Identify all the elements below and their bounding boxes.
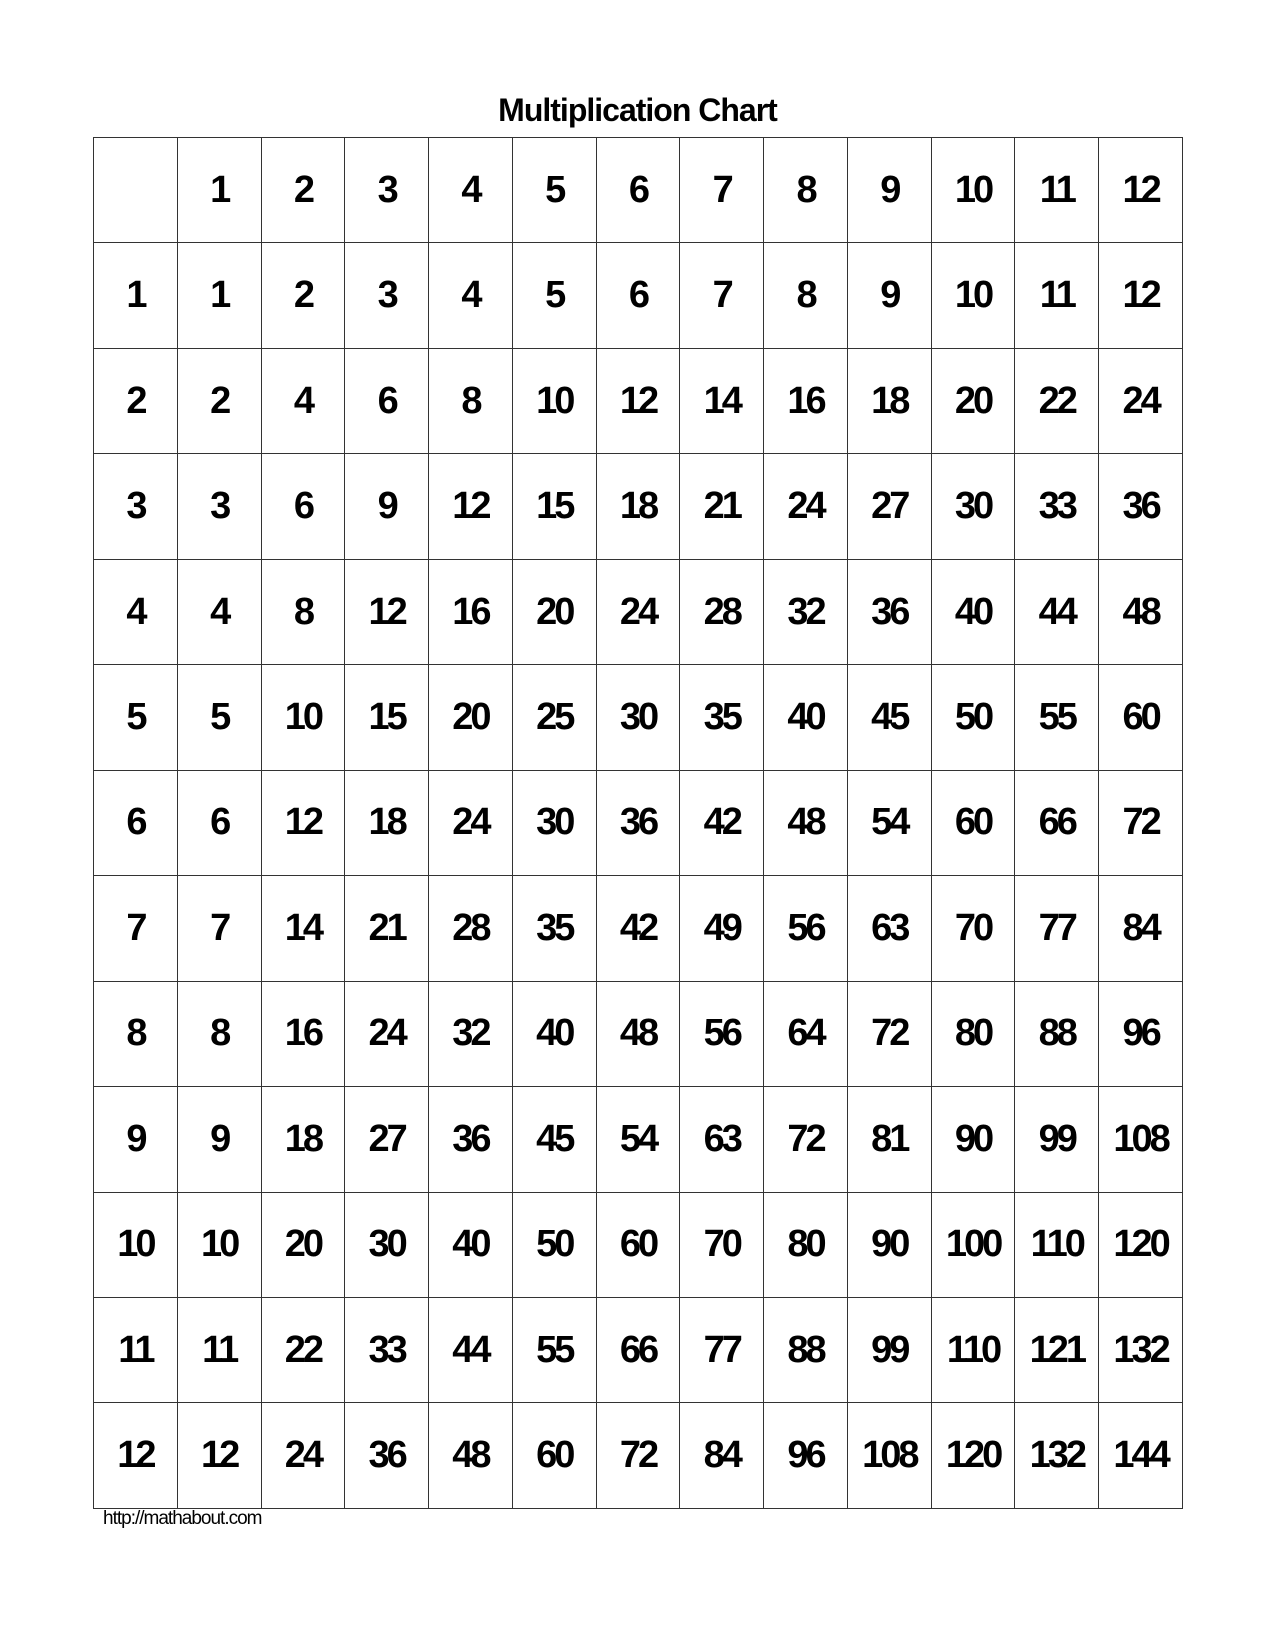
table-cell: 11 [177, 1297, 261, 1402]
corner-cell [94, 138, 178, 243]
table-cell: 10 [512, 348, 596, 453]
table-cell: 60 [1099, 665, 1183, 770]
table-cell: 28 [429, 876, 513, 981]
table-cell: 45 [847, 665, 931, 770]
table-cell: 60 [512, 1403, 596, 1509]
table-cell: 21 [680, 454, 764, 559]
table-cell: 54 [596, 1087, 680, 1192]
table-cell: 35 [512, 876, 596, 981]
table-cell: 30 [512, 770, 596, 875]
row-header-cell: 3 [94, 454, 178, 559]
table-cell: 16 [429, 559, 513, 664]
table-cell: 6 [261, 454, 345, 559]
table-cell: 24 [261, 1403, 345, 1509]
column-header-cell: 1 [177, 138, 261, 243]
table-cell: 32 [764, 559, 848, 664]
table-cell: 36 [429, 1087, 513, 1192]
table-cell: 90 [847, 1192, 931, 1297]
table-cell: 36 [596, 770, 680, 875]
table-cell: 30 [596, 665, 680, 770]
column-header-cell: 7 [680, 138, 764, 243]
table-cell: 8 [429, 348, 513, 453]
table-cell: 50 [512, 1192, 596, 1297]
column-header-cell: 10 [931, 138, 1015, 243]
table-cell: 1 [177, 243, 261, 348]
table-cell: 12 [596, 348, 680, 453]
table-cell: 24 [345, 981, 429, 1086]
table-cell: 25 [512, 665, 596, 770]
row-header-cell: 5 [94, 665, 178, 770]
table-cell: 44 [1015, 559, 1099, 664]
table-cell: 72 [847, 981, 931, 1086]
column-header-cell: 2 [261, 138, 345, 243]
table-cell: 60 [596, 1192, 680, 1297]
row-header-cell: 7 [94, 876, 178, 981]
column-header-cell: 6 [596, 138, 680, 243]
column-header-cell: 12 [1099, 138, 1183, 243]
column-header-cell: 9 [847, 138, 931, 243]
table-cell: 2 [261, 243, 345, 348]
table-cell: 81 [847, 1087, 931, 1192]
table-cell: 110 [1015, 1192, 1099, 1297]
table-cell: 56 [680, 981, 764, 1086]
table-cell: 4 [261, 348, 345, 453]
table-cell: 18 [345, 770, 429, 875]
row-header-cell: 9 [94, 1087, 178, 1192]
table-cell: 36 [847, 559, 931, 664]
table-cell: 21 [345, 876, 429, 981]
table-cell: 63 [847, 876, 931, 981]
table-cell: 18 [261, 1087, 345, 1192]
table-cell: 4 [429, 243, 513, 348]
table-cell: 12 [261, 770, 345, 875]
page-title: Multiplication Chart [498, 92, 777, 128]
table-cell: 20 [429, 665, 513, 770]
table-cell: 7 [680, 243, 764, 348]
table-cell: 15 [345, 665, 429, 770]
table-cell: 12 [177, 1403, 261, 1509]
table-cell: 42 [596, 876, 680, 981]
table-cell: 3 [345, 243, 429, 348]
table-cell: 8 [261, 559, 345, 664]
table-cell: 80 [764, 1192, 848, 1297]
table-cell: 35 [680, 665, 764, 770]
table-cell: 30 [931, 454, 1015, 559]
table-cell: 27 [345, 1087, 429, 1192]
table-cell: 48 [1099, 559, 1183, 664]
table-row [94, 665, 1183, 770]
row-header-cell: 11 [94, 1297, 178, 1402]
table-cell: 28 [680, 559, 764, 664]
table-cell: 6 [177, 770, 261, 875]
table-cell: 5 [177, 665, 261, 770]
table-cell: 144 [1099, 1403, 1183, 1509]
table-cell: 40 [764, 665, 848, 770]
table-cell: 9 [847, 243, 931, 348]
table-cell: 60 [931, 770, 1015, 875]
table-cell: 10 [261, 665, 345, 770]
table-cell: 49 [680, 876, 764, 981]
table-row [94, 243, 1183, 348]
table-cell: 33 [1015, 454, 1099, 559]
table-cell: 77 [1015, 876, 1099, 981]
table-cell: 9 [345, 454, 429, 559]
table-cell: 10 [931, 243, 1015, 348]
table-cell: 36 [345, 1403, 429, 1509]
table-cell: 80 [931, 981, 1015, 1086]
multiplication-table [93, 137, 1183, 1509]
table-cell: 36 [1099, 454, 1183, 559]
table-cell: 54 [847, 770, 931, 875]
table-cell: 88 [1015, 981, 1099, 1086]
table-row [94, 559, 1183, 664]
table-cell: 18 [847, 348, 931, 453]
table-cell: 45 [512, 1087, 596, 1192]
column-header-cell: 5 [512, 138, 596, 243]
table-cell: 48 [596, 981, 680, 1086]
table-cell: 20 [261, 1192, 345, 1297]
row-header-cell: 6 [94, 770, 178, 875]
table-cell: 48 [764, 770, 848, 875]
table-row [94, 876, 1183, 981]
table-cell: 27 [847, 454, 931, 559]
column-header-cell: 4 [429, 138, 513, 243]
table-cell: 32 [429, 981, 513, 1086]
table-cell: 4 [177, 559, 261, 664]
table-cell: 16 [261, 981, 345, 1086]
table-row [94, 981, 1183, 1086]
table-body [94, 138, 1183, 1509]
table-cell: 30 [345, 1192, 429, 1297]
table-cell: 20 [512, 559, 596, 664]
table-row [94, 770, 1183, 875]
row-header-cell: 4 [94, 559, 178, 664]
table-cell: 22 [1015, 348, 1099, 453]
table-cell: 108 [847, 1403, 931, 1509]
table-cell: 20 [931, 348, 1015, 453]
table-cell: 132 [1099, 1297, 1183, 1402]
table-cell: 110 [931, 1297, 1015, 1402]
column-header-cell: 11 [1015, 138, 1099, 243]
table-row [94, 454, 1183, 559]
table-cell: 11 [1015, 243, 1099, 348]
table-cell: 84 [1099, 876, 1183, 981]
table-cell: 70 [680, 1192, 764, 1297]
table-cell: 63 [680, 1087, 764, 1192]
table-cell: 8 [764, 243, 848, 348]
source-url[interactable]: http://mathabout.com [103, 1508, 262, 1529]
table-cell: 121 [1015, 1297, 1099, 1402]
table-cell: 88 [764, 1297, 848, 1402]
table-cell: 5 [512, 243, 596, 348]
table-cell: 6 [345, 348, 429, 453]
table-cell: 3 [177, 454, 261, 559]
table-row [94, 1297, 1183, 1402]
table-cell: 40 [512, 981, 596, 1086]
table-cell: 55 [512, 1297, 596, 1402]
table-cell: 132 [1015, 1403, 1099, 1509]
table-cell: 16 [764, 348, 848, 453]
table-cell: 42 [680, 770, 764, 875]
table-cell: 64 [764, 981, 848, 1086]
table-row [94, 348, 1183, 453]
table-cell: 99 [1015, 1087, 1099, 1192]
table-cell: 48 [429, 1403, 513, 1509]
table-cell: 66 [596, 1297, 680, 1402]
table-cell: 15 [512, 454, 596, 559]
table-cell: 24 [429, 770, 513, 875]
table-cell: 12 [429, 454, 513, 559]
table-cell: 90 [931, 1087, 1015, 1192]
table-cell: 50 [931, 665, 1015, 770]
row-header-cell: 1 [94, 243, 178, 348]
table-cell: 18 [596, 454, 680, 559]
table-cell: 108 [1099, 1087, 1183, 1192]
table-row [94, 1403, 1183, 1509]
table-cell: 33 [345, 1297, 429, 1402]
table-cell: 2 [177, 348, 261, 453]
table-cell: 100 [931, 1192, 1015, 1297]
table-cell: 24 [1099, 348, 1183, 453]
table-cell: 14 [680, 348, 764, 453]
table-cell: 24 [596, 559, 680, 664]
column-header-cell: 8 [764, 138, 848, 243]
table-cell: 56 [764, 876, 848, 981]
table-cell: 40 [931, 559, 1015, 664]
table-cell: 120 [931, 1403, 1015, 1509]
table-cell: 12 [345, 559, 429, 664]
table-cell: 72 [764, 1087, 848, 1192]
table-cell: 70 [931, 876, 1015, 981]
table-cell: 12 [1099, 243, 1183, 348]
table-cell: 7 [177, 876, 261, 981]
table-cell: 8 [177, 981, 261, 1086]
row-header-cell: 8 [94, 981, 178, 1086]
table-cell: 84 [680, 1403, 764, 1509]
table-cell: 6 [596, 243, 680, 348]
table-cell: 72 [596, 1403, 680, 1509]
table-cell: 66 [1015, 770, 1099, 875]
table-cell: 55 [1015, 665, 1099, 770]
column-header-cell: 3 [345, 138, 429, 243]
row-header-cell: 10 [94, 1192, 178, 1297]
table-cell: 96 [764, 1403, 848, 1509]
table-row [94, 1192, 1183, 1297]
table-cell: 99 [847, 1297, 931, 1402]
table-cell: 77 [680, 1297, 764, 1402]
table-cell: 44 [429, 1297, 513, 1402]
row-header-cell: 12 [94, 1403, 178, 1509]
table-cell: 10 [177, 1192, 261, 1297]
table-cell: 22 [261, 1297, 345, 1402]
row-header-cell: 2 [94, 348, 178, 453]
table-cell: 96 [1099, 981, 1183, 1086]
table-cell: 24 [764, 454, 848, 559]
table-cell: 14 [261, 876, 345, 981]
table-cell: 9 [177, 1087, 261, 1192]
table-row [94, 1087, 1183, 1192]
header-row [94, 138, 1183, 243]
table-cell: 120 [1099, 1192, 1183, 1297]
table-cell: 40 [429, 1192, 513, 1297]
table-cell: 72 [1099, 770, 1183, 875]
